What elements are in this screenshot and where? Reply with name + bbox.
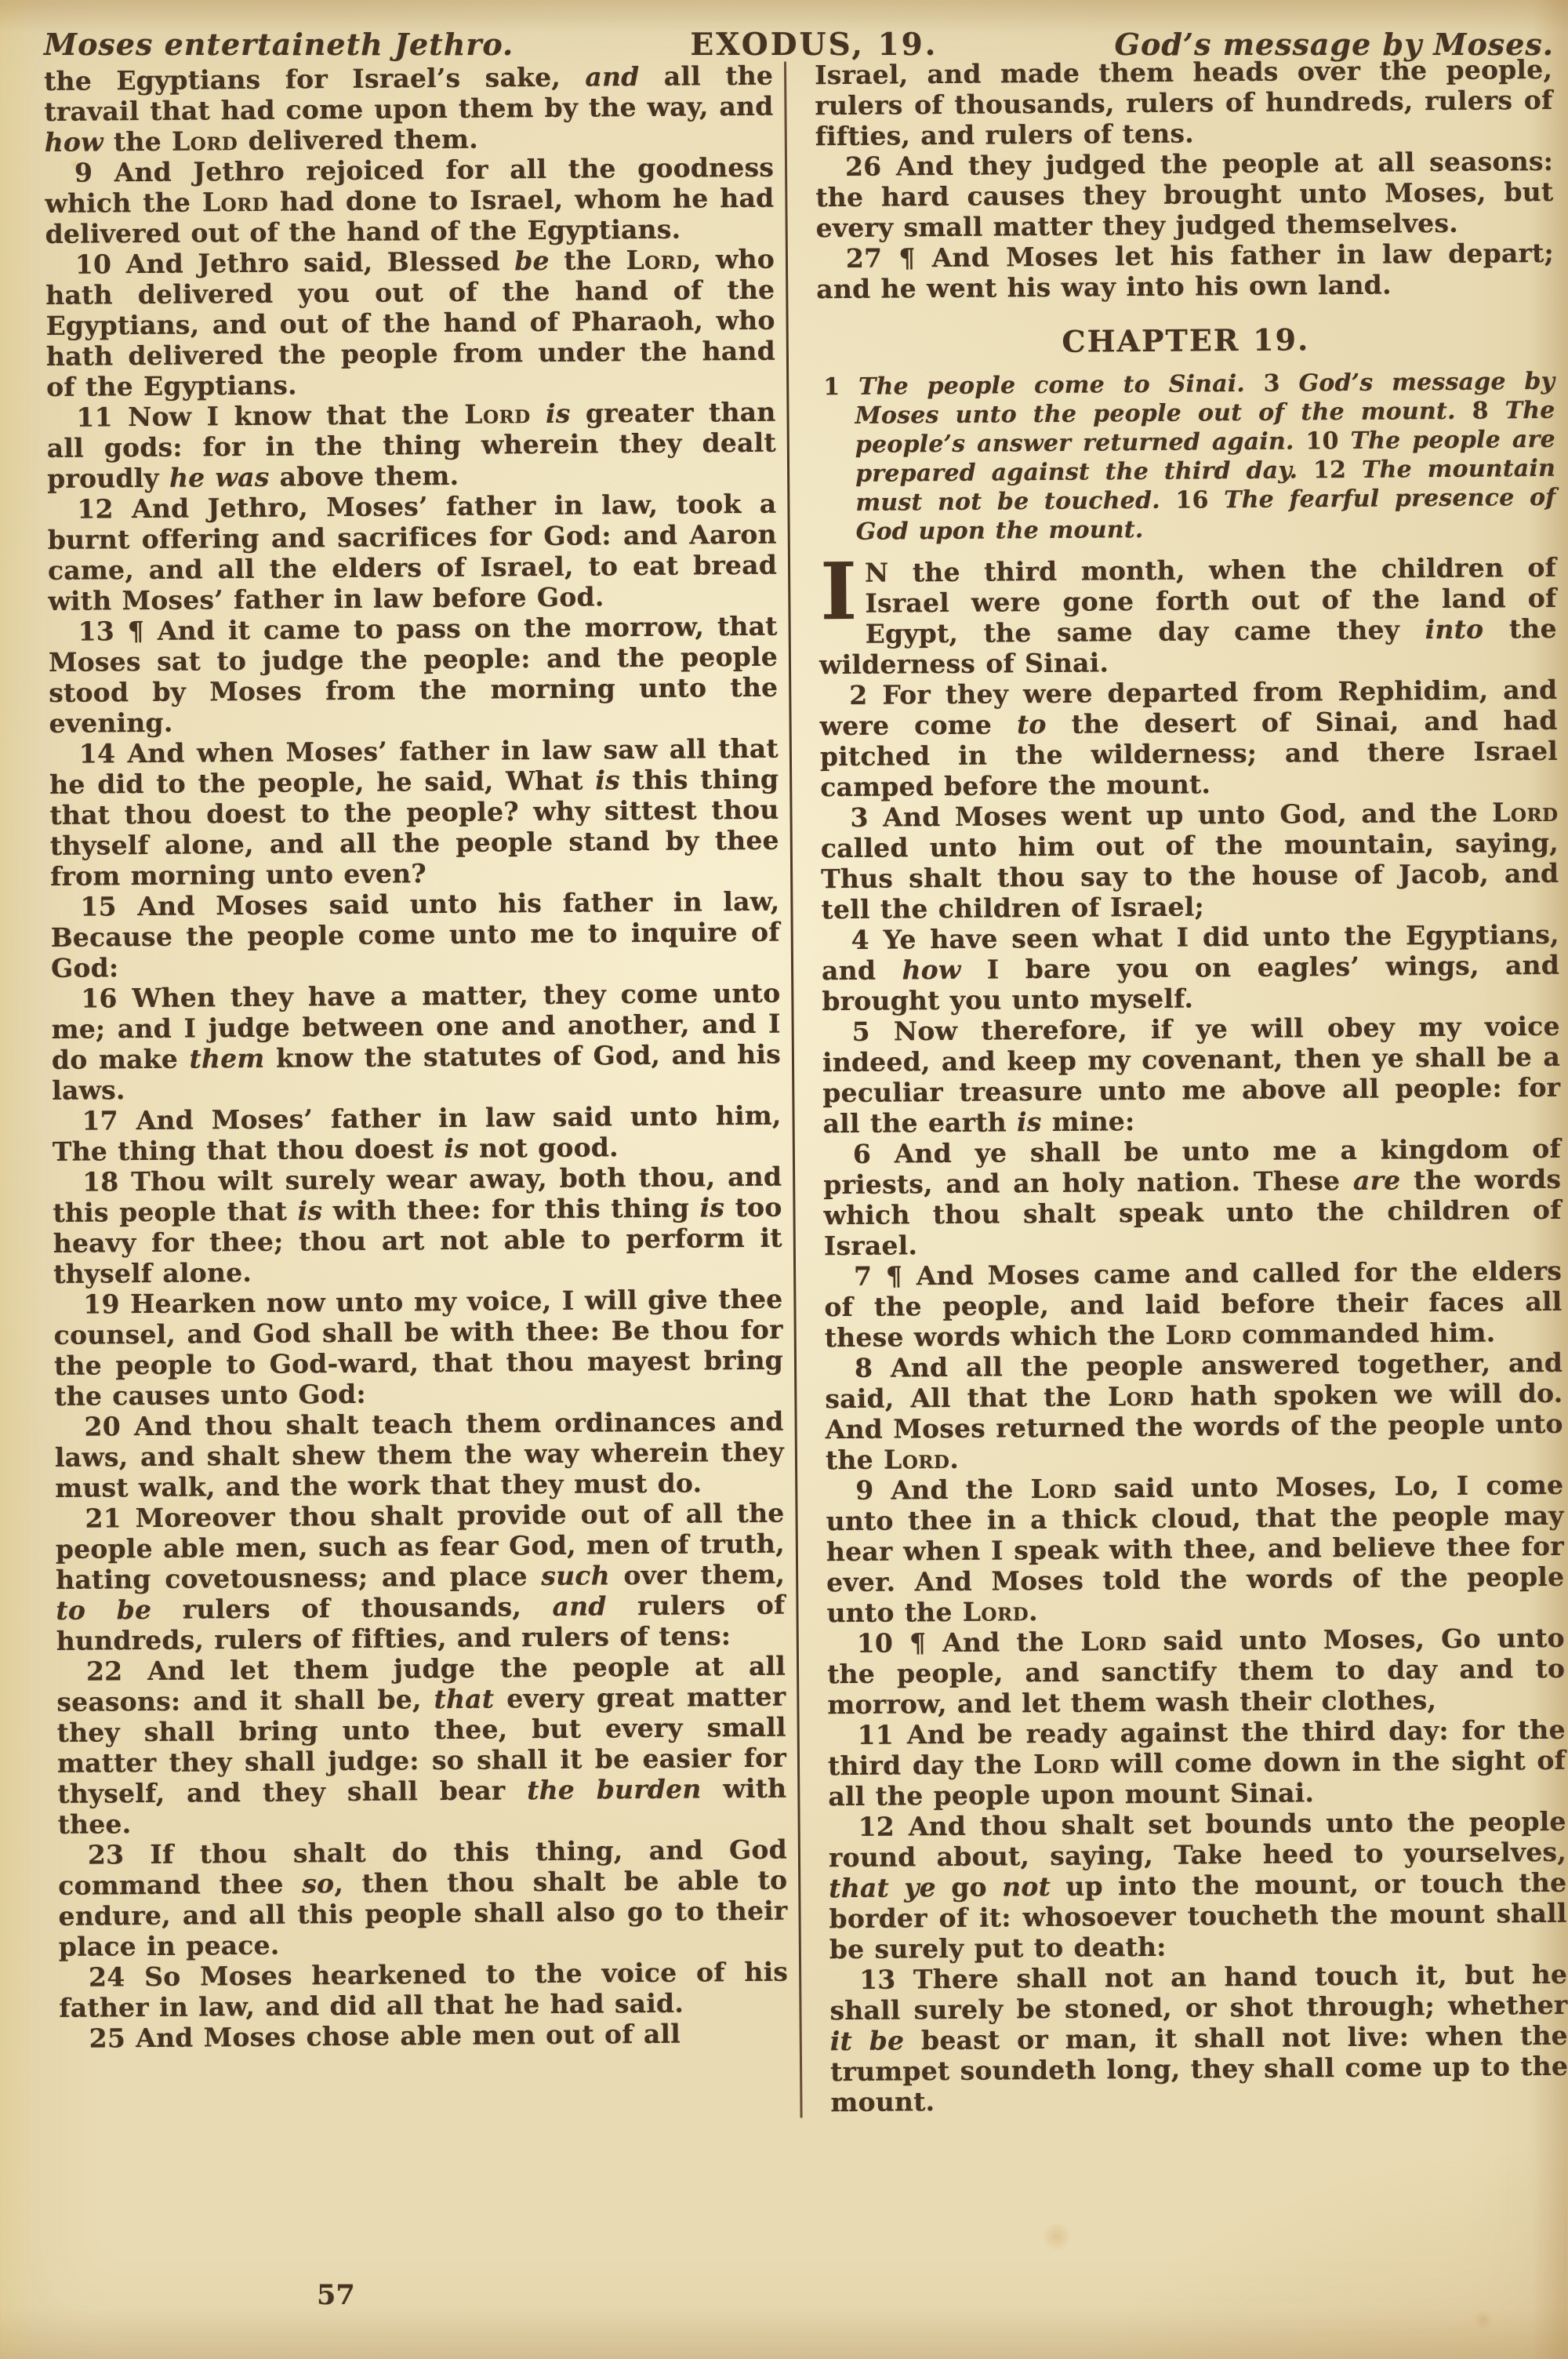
exodus-18-27: 27 ¶ And Moses let his father in law depart; and he went his way into his own land. [816, 237, 1555, 305]
column-divider [784, 62, 803, 2118]
exodus-18-10: 10 And Jethro said, Blessed be the Lord, who hath delivered you out of the hand of the Egyptians, and out of the hand of Pharaoh, who hath delivered the people from under the hand of the Egyptians. [45, 243, 776, 402]
exodus-19-7: 7 ¶ And Moses came and called for the elders of the people, and laid before their faces all these words which the Lord commanded him. [824, 1255, 1563, 1354]
page-number: 57 [317, 2279, 355, 2311]
exodus-18-19: 19 Hearken now unto my voice, I will give thee counsel, and God shall be with thee: Be thou for the people to God-ward, that thou mayest bring the causes unto God: [53, 1283, 784, 1412]
exodus-18-12: 12 And Jethro, Moses’ father in law, took a burnt offering and sacrifices for God: and Aaron came, and all the elders of Israel, to eat bread with Moses’ father in law before God. [47, 488, 778, 616]
exodus-18-26: 26 And they judged the people at all seasons: the hard causes they brought unto Moses, but every small matter they judged themselves. [815, 145, 1554, 244]
exodus-18-21: 21 Moreover thou shalt provide out of all the people able men, such as fear God, men of truth, hating covetousness; and place such over them, to be rulers of thousands, and rulers of hundreds, rulers of fifties, and rulers of tens: [55, 1497, 786, 1656]
exodus-19-12: 12 And thou shalt set bounds unto the people round about, saying, Take heed to yourselves, that ye go not up into the mount, or touch the border of it: whosoever toucheth the mount shall be surely put to death: [828, 1805, 1567, 1965]
text-columns [44, 54, 1568, 2124]
exodus-18-14: 14 And when Moses’ father in law saw all that he did to the people, he said, What is this thing that thou doest to the people? why sittest thou thyself alone, and all the people stand by thee from morning unto even? [49, 732, 779, 892]
drop-cap-initial: I [819, 544, 858, 638]
exodus-19-1: I N the third month, when the children of Israel were gone forth out of the land of Egypt, the same day came they into the wilderness of Sinai. [818, 544, 1557, 681]
exodus-18-18: 18 Thou wilt surely wear away, both thou, and this people that is with thee: for this thing is too heavy for thee; thou art not able to perform it thyself alone. [53, 1161, 782, 1289]
exodus-19-10: 10 ¶ And the Lord said unto Moses, Go unto the people, and sanctify them to day and to morrow, and let them wash their clothes, [826, 1622, 1566, 1721]
exodus-19-9: 9 And the Lord said unto Moses, Lo, I come unto thee in a thick cloud, that the people may hear when I speak with thee, and believe thee for ever. And Moses told the words of the people unto the Lord. [826, 1469, 1565, 1629]
exodus-18-24: 24 So Moses hearkened to the voice of his father in law, and did all that he had said. [59, 1956, 789, 2023]
exodus-19-2: 2 For they were departed from Rephidim, and were come to the desert of Sinai, and had pitched in the wilderness; and there Israel camped before the mount. [819, 674, 1559, 803]
chapter-19-summary: 1 The people come to Sinai. 3 God’s message by Moses unto the people out of the mount. 8 The people’s answer returned again. 10 The people are prepared against the third day. 12 The mountain must not be touched. 16 The fearful presence of God upon the mount. [823, 367, 1556, 546]
exodus-18-22: 22 And let them judge the people at all seasons: and it shall be, that every great matter they shall bring unto thee, but every small matter they shall judge: so shall it be easier for thyself, and they shall bear the burden with thee. [56, 1650, 787, 1840]
exodus-19-3: 3 And Moses went up unto God, and the Lord called unto him out of the mountain, saying, Thus shalt thou say to the house of Jacob, and tell the children of Israel; [820, 796, 1559, 925]
exodus-18-11: 11 Now I know that the Lord is greater than all gods: for in the thing wherein they dealt proudly he was above them. [46, 396, 776, 494]
header-book-chapter: EXODUS, 19. [690, 27, 938, 63]
exodus-19-6: 6 And ye shall be unto me a kingdom of priests, and an holy nation. These are the words which thou shalt speak unto the children of Israel. [823, 1132, 1562, 1262]
chapter-19-heading: CHAPTER 19. [1062, 322, 1310, 359]
right-column [815, 54, 1568, 2117]
exodus-18-9: 9 And Jethro rejoiced for all the goodness which the Lord had done to Israel, whom he had delivered out of the hand of the Egyptians. [45, 151, 775, 249]
exodus-18-17: 17 And Moses’ father in law said unto him, The thing that thou doest is not good. [52, 1100, 782, 1167]
exodus-19-8: 8 And all the people answered together, and said, All that the Lord hath spoken we will do. And Moses returned the words of the people unto the Lord. [825, 1347, 1563, 1476]
exodus-18-13: 13 ¶ And it came to pass on the morrow, that Moses sat to judge the people: and the people stood by Moses from the morning unto the evening. [48, 610, 779, 739]
exodus-18-20: 20 And thou shalt teach them ordinances and laws, and shalt shew them the way wherein they must walk, and the work that they must do. [54, 1405, 785, 1503]
header-left-title: Moses entertaineth Jethro. [44, 27, 514, 62]
exodus-19-4: 4 Ye have seen what I did unto the Egyptians, and how I bare you on eagles’ wings, and brought you unto myself. [821, 918, 1560, 1017]
exodus-18-15: 15 And Moses said unto his father in law, Because the people come unto me to inquire of God: [50, 885, 780, 983]
exodus-18-16: 16 When they have a matter, they come unto me; and I judge between one and another, and I do make them know the statutes of God, and his laws. [51, 977, 782, 1106]
exodus-19-11: 11 And be ready against the third day: for the third day the Lord will come down in the sight of all the people upon mount Sinai. [827, 1714, 1566, 1812]
header-right-title: God’s message by Moses. [1114, 27, 1554, 62]
exodus-19-13: 13 There shall not an hand touch it, but he shall surely be stoned, or shot through; whether it be beast or man, it shall not live: when the trumpet soundeth long, they shall come up to the mount. [829, 1958, 1568, 2118]
exodus-18-8-continued: the Egyptians for Israel’s sake, and all the travail that had come upon them by the way, and how the Lord delivered them. [44, 60, 774, 158]
exodus-18-25: 25 And Moses chose able men out of all [89, 2018, 681, 2054]
exodus-18-23: 23 If thou shalt do this thing, and God command thee so, then thou shalt be able to endure, and all this people shall also go to their place in peace. [58, 1834, 788, 1962]
exodus-18-25-continued: Israel, and made them heads over the people, rulers of thousands, rulers of hundreds, rulers of fifties, and rulers of tens. [814, 53, 1553, 152]
left-column [44, 60, 789, 2124]
exodus-19-5: 5 Now therefore, if ye will obey my voice indeed, and keep my covenant, then ye shall be a peculiar treasure unto me above all people: for all the earth is mine: [822, 1010, 1561, 1140]
